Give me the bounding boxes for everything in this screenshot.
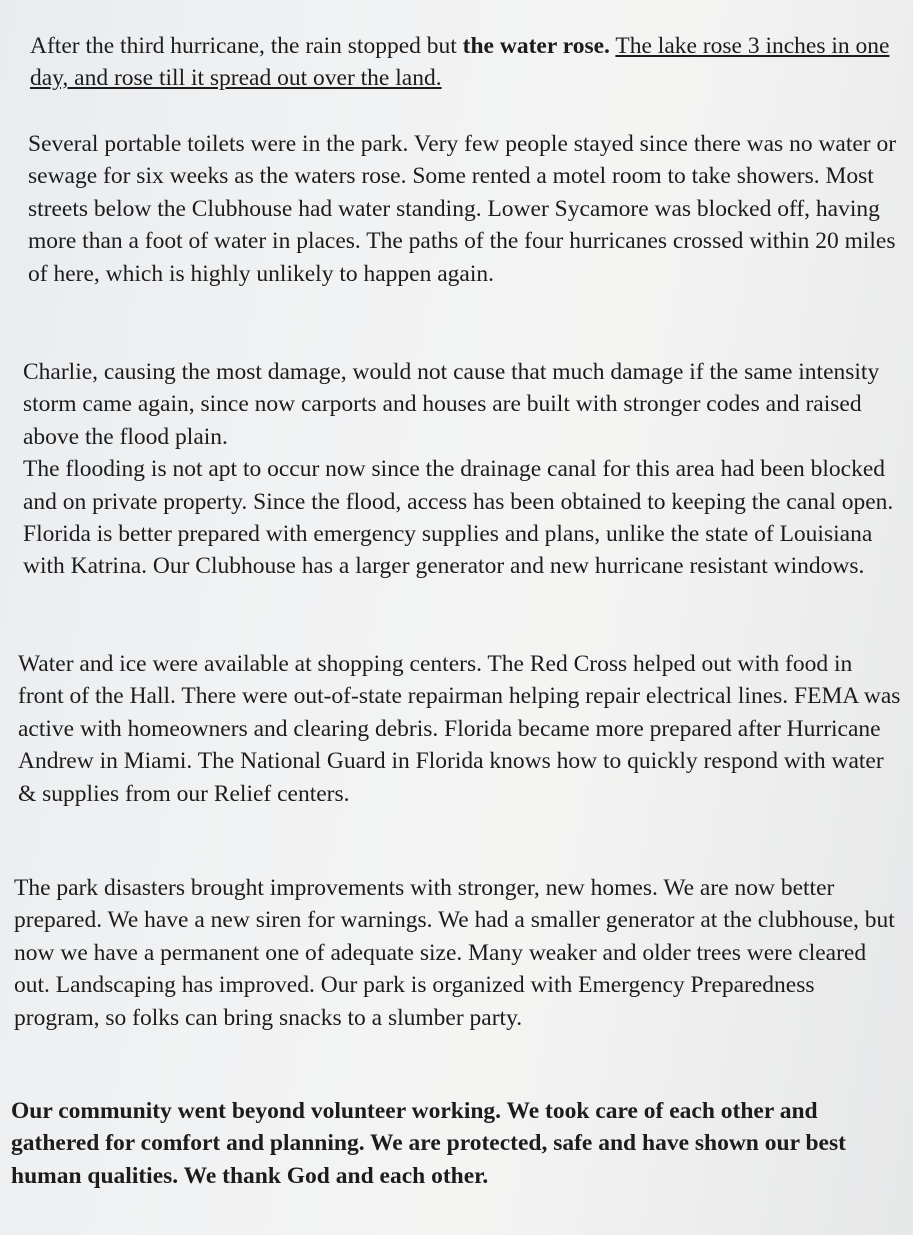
- paragraph-relief-help: Water and ice were available at shopping centers. The Red Cross helped out with food in front of the Hall. There were out-of-state repairman helping repair electrical lines. FEMA was active with homeowners and clearing debris. Florida became more prepared after Hurricane Andrew in Miami. The National Guard in Florida knows how to quickly respond with water & supplies from our Relief centers.: [18, 651, 901, 807]
- paragraph-1-text: After the third hurricane, the rain stopped but: [30, 33, 463, 59]
- paragraph-community-closing: Our community went beyond volunteer working. We took care of each other and gathered for comfort and planning. We are protected, safe and have shown our best human qualities. We thank God and each other.: [11, 1098, 846, 1189]
- paragraph-1-bold-text: the water rose.: [462, 33, 610, 59]
- paragraph-water-rose: [30, 30, 910, 95]
- paragraph-1-underlined-text: The lake rose 3 inches in one day, and rose till it spread out over the land.: [30, 33, 890, 92]
- paragraph-improvements: The park disasters brought improvements with stronger, new homes. We are now better prepared. We have a new siren for warnings. We had a smaller generator at the clubhouse, but now we have a permanent one of adequate size. Many weaker and older trees were cleared out. Landscaping has improved. Our park is organized with Emergency Preparedness program, so folks can bring snacks to a slumber party.: [14, 875, 895, 1031]
- paragraph-charlie-damage: Charlie, causing the most damage, would not cause that much damage if the same intensity storm came again, since now carports and houses are built with stronger codes and raised above the flood plain. The flooding is not apt to occur now since the drainage canal for this area had been blocked and on private property. Since the flood, access has been obtained to keeping the canal open. Florida is better prepared with emergency supplies and plans, unlike the state of Louisiana with Katrina. Our Clubhouse has a larger generator and new hurricane resistant windows.: [23, 359, 894, 580]
- paragraph-portable-toilets: Several portable toilets were in the park. Very few people stayed since there was no water or sewage for six weeks as the waters rose. Some rented a motel room to take showers. Most streets below the Clubhouse had water standing. Lower Sycamore was blocked off, having more than a foot of water in places. The paths of the four hurricanes crossed within 20 miles of here, which is highly unlikely to happen again.: [28, 131, 897, 287]
